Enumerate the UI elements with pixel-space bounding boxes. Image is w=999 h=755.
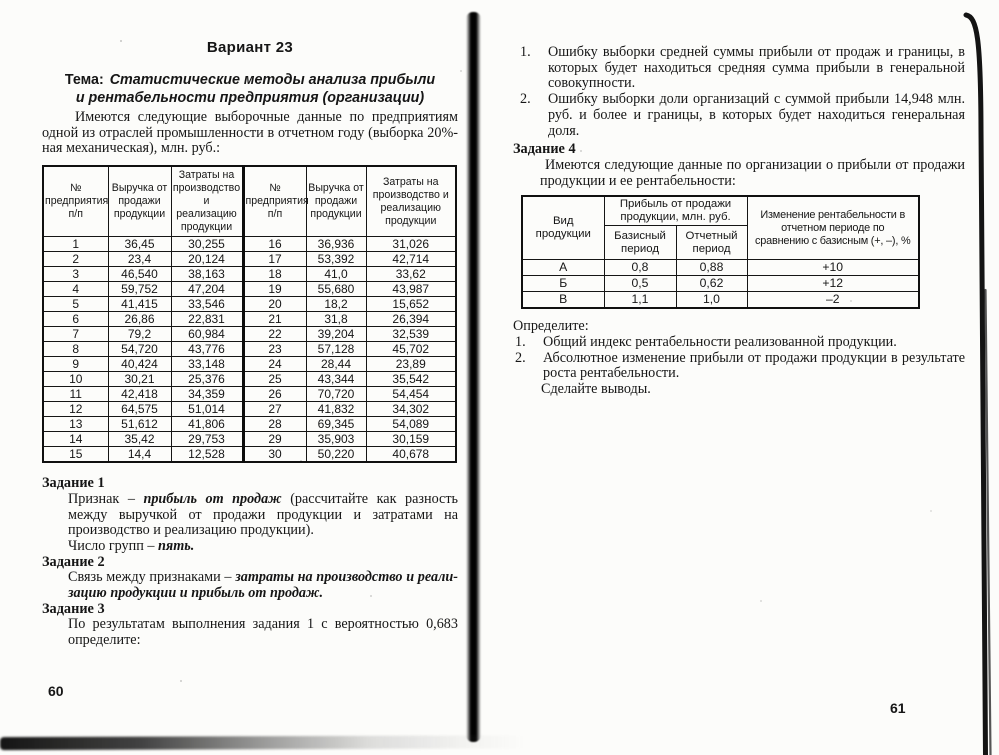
table-cell: 50,220 [306, 447, 366, 463]
table-row [43, 297, 456, 312]
table-cell: 6 [43, 312, 108, 327]
task1-text: Признак – [68, 490, 144, 507]
list-item-1-text: Ошибку выборки средней суммы прибыли от продаж и границы, в которых будет находиться средняя сумма прибыли в генеральной совокупности. [548, 44, 965, 92]
table-cell: 31,026 [366, 237, 456, 252]
table-cell: 22,831 [171, 312, 243, 327]
table-cell: 43,776 [171, 342, 243, 357]
determine-item-2-number: 2. [515, 349, 526, 366]
variant-title: Вариант 23 [206, 39, 294, 56]
table-cell: 54,720 [108, 342, 171, 357]
table-cell: 5 [43, 297, 108, 312]
table-row [43, 357, 456, 372]
table-cell: 34,302 [366, 402, 456, 417]
table-cell: 29 [243, 432, 306, 447]
table-cell: 51,612 [108, 417, 171, 432]
table-cell: 46,540 [108, 267, 171, 282]
task2-text: Связь между признаками – [68, 569, 236, 586]
task3-heading: Задание 3 [42, 600, 105, 617]
task4-intro: Имеются следующие данные по организации о прибыли от продажи продукции и ее рентабельности: [540, 156, 965, 189]
task1-emphasis: прибыль от продаж [143, 490, 282, 507]
table-cell: 35,542 [366, 372, 456, 387]
table-cell: 54,089 [366, 417, 456, 432]
conclusion-line: Сделайте выводы. [541, 381, 651, 398]
table-cell: –2 [747, 292, 919, 309]
table-cell: 19 [243, 282, 306, 297]
table-row [43, 252, 456, 267]
table-cell: Б [522, 276, 604, 292]
table-cell: 20,124 [171, 252, 243, 267]
table-cell: 30,21 [108, 372, 171, 387]
table-cell: 69,345 [306, 417, 366, 432]
table-cell: 11 [43, 387, 108, 402]
table-cell: 32,539 [366, 327, 456, 342]
table-cell: 22 [243, 327, 306, 342]
determine-item-2 [515, 351, 965, 382]
task1-text-2: (рассчитайте как разность между выручкой от продажи продукции и затратами на производство и реализацию продукции). [68, 490, 458, 539]
task3-body: По результатам выполнения задания 1 с вероятностью 0,683 определите: [68, 616, 458, 649]
col-header-number-2: № предприятия п/п [243, 166, 306, 237]
theme-line-1 [42, 71, 458, 89]
table-cell: 29,753 [171, 432, 243, 447]
col-header-revenue-2: Выручка от продажи продукции [306, 166, 366, 237]
table-cell: 14 [43, 432, 108, 447]
table-row [43, 282, 456, 297]
table-cell: 1,1 [604, 292, 676, 309]
table-row [43, 417, 456, 432]
table-cell: 1 [43, 237, 108, 252]
table-row [43, 237, 456, 252]
table-cell: +10 [747, 260, 919, 276]
table-cell: 38,163 [171, 267, 243, 282]
task1-body [68, 492, 458, 539]
table-cell: 23 [243, 342, 306, 357]
table-cell: 34,359 [171, 387, 243, 402]
table-cell: 36,936 [306, 237, 366, 252]
table-cell: 42,418 [108, 387, 171, 402]
table-row [43, 327, 456, 342]
table-row [522, 292, 919, 309]
table-cell: А [522, 260, 604, 276]
table-cell: 3 [43, 267, 108, 282]
col-header-product-type: Вид продукции [522, 196, 604, 260]
table-cell: 15 [43, 447, 108, 463]
determine-heading: Определите: [513, 318, 589, 335]
list-item-1-number: 1. [520, 44, 531, 60]
table-cell: 41,415 [108, 297, 171, 312]
table-row [43, 342, 456, 357]
table-cell: 25 [243, 372, 306, 387]
intro-paragraph: Имеются следующие выборочные данные по предприятиям одной из отраслей промышленности в отчетном году (выборка 20%-ная механическая), млн. руб.: [42, 109, 458, 157]
table-cell: 4 [43, 282, 108, 297]
theme-label: Тема: [64, 72, 104, 88]
table-cell: 15,652 [366, 297, 456, 312]
task2-body [68, 570, 458, 601]
table-row [43, 447, 456, 463]
table-cell: 43,344 [306, 372, 366, 387]
list-item-2-text: Ошибку выборки доли организаций с суммой прибыли 14,948 млн. руб. и более и границы, в которых будет находиться генеральная доля. [548, 91, 965, 139]
table-row [43, 387, 456, 402]
table-cell: 20 [243, 297, 306, 312]
table-cell: 17 [243, 252, 306, 267]
book-gutter-shadow [466, 12, 481, 742]
table-cell: 40,424 [108, 357, 171, 372]
table-cell: 24 [243, 357, 306, 372]
table-row [43, 432, 456, 447]
table-cell: 33,546 [171, 297, 243, 312]
table-cell: 28,44 [306, 357, 366, 372]
table-cell: 64,575 [108, 402, 171, 417]
table-cell: 45,702 [366, 342, 456, 357]
task1-groups-text: Число групп – [68, 537, 159, 554]
col-header-revenue-1: Выручка от продажи продукции [108, 166, 171, 237]
table-cell: 10 [43, 372, 108, 387]
table-cell: 54,454 [366, 387, 456, 402]
table-cell: 27 [243, 402, 306, 417]
table-cell: 25,376 [171, 372, 243, 387]
page-number-right: 61 [890, 700, 906, 716]
table-row [522, 260, 919, 276]
scan-noise-specks [120, 40, 122, 42]
table-cell: 59,752 [108, 282, 171, 297]
col-header-report-period: Отчетный период [676, 226, 747, 260]
table-cell: 2 [43, 252, 108, 267]
table-cell: 55,680 [306, 282, 366, 297]
table-cell: 16 [243, 237, 306, 252]
table-cell: 47,204 [171, 282, 243, 297]
table-cell: 60,984 [171, 327, 243, 342]
table-cell: 0,88 [676, 260, 747, 276]
table-row [43, 312, 456, 327]
scan-smudge-bottom [0, 735, 640, 750]
table-cell: 28 [243, 417, 306, 432]
task1-groups-line [68, 539, 458, 555]
col-header-number-1: № предприятия п/п [43, 166, 108, 237]
table-cell: 51,014 [171, 402, 243, 417]
task2-emphasis: затраты на производство и реализацию продукции и прибыль от продаж. [68, 569, 458, 602]
table-row [522, 276, 919, 292]
table-cell: 43,987 [366, 282, 456, 297]
table-cell: 14,4 [108, 447, 171, 463]
task1-heading: Задание 1 [42, 475, 105, 492]
table-row [43, 372, 456, 387]
left-page [42, 28, 458, 649]
table-cell: 57,128 [306, 342, 366, 357]
table-cell: 35,42 [108, 432, 171, 447]
table-cell: 7 [43, 327, 108, 342]
table-cell: 0,5 [604, 276, 676, 292]
table-cell: 18 [243, 267, 306, 282]
table-cell: 79,2 [108, 327, 171, 342]
determine-item-1-text: Общий индекс рентабельности реализованной продукции. [543, 334, 897, 351]
col-header-base-period: Базисный период [604, 226, 676, 260]
task2-heading: Задание 2 [42, 553, 105, 570]
table-cell: 1,0 [676, 292, 747, 309]
table-cell: В [522, 292, 604, 309]
col-header-costs-1: Затраты на производство и реализацию продукции [171, 166, 243, 237]
table-cell: 30,159 [366, 432, 456, 447]
table-cell: 35,903 [306, 432, 366, 447]
table-cell: 12,528 [171, 447, 243, 463]
col-header-profit: Прибыль от продажи продукции, млн. руб. [604, 196, 747, 226]
table-cell: 33,62 [366, 267, 456, 282]
task1-groups-emphasis: пять. [158, 537, 195, 554]
determine-item-1-number: 1. [515, 334, 526, 351]
table-cell: 18,2 [306, 297, 366, 312]
table-cell: 41,806 [171, 417, 243, 432]
table-row [43, 267, 456, 282]
table-cell: 42,714 [366, 252, 456, 267]
theme-text-2: и рентабельности предприятия (организации) [75, 90, 425, 106]
table-cell: 41,0 [306, 267, 366, 282]
list-item-1 [520, 45, 965, 92]
enterprise-table-body [43, 237, 456, 463]
enterprise-table-header [43, 166, 456, 237]
table-cell: 23,4 [108, 252, 171, 267]
determine-item-1 [515, 335, 965, 351]
col-header-change: Изменение рентабельности в отчетном периоде по сравнению с базисным (+, –), % [747, 196, 919, 260]
page-number-left: 60 [48, 683, 64, 699]
tasks-section [42, 476, 458, 649]
table-cell: 30,255 [171, 237, 243, 252]
profit-table [521, 195, 920, 309]
table-cell: 31,8 [306, 312, 366, 327]
table-cell: 0,8 [604, 260, 676, 276]
profit-table-header [522, 196, 919, 260]
list-item-2 [520, 92, 965, 139]
table-cell: +12 [747, 276, 919, 292]
table-cell: 33,148 [171, 357, 243, 372]
task4-heading: Задание 4 [513, 141, 576, 158]
list-item-2-number: 2. [520, 91, 531, 108]
determine-item-2-text: Абсолютное изменение прибыли от продажи продукции в результате роста рентабельности. [543, 349, 965, 382]
theme-text-1: Статистические методы анализа прибыли [109, 72, 436, 88]
table-cell: 53,392 [306, 252, 366, 267]
table-cell: 8 [43, 342, 108, 357]
table-cell: 36,45 [108, 237, 171, 252]
table-cell: 26,86 [108, 312, 171, 327]
table-cell: 26,394 [366, 312, 456, 327]
table-cell: 26 [243, 387, 306, 402]
table-cell: 40,678 [366, 447, 456, 463]
table-cell: 70,720 [306, 387, 366, 402]
table-cell: 39,204 [306, 327, 366, 342]
col-header-costs-2: Затраты на производство и реализацию продукции [366, 166, 456, 237]
table-cell: 23,89 [366, 357, 456, 372]
table-cell: 21 [243, 312, 306, 327]
table-row [43, 402, 456, 417]
theme-heading [42, 71, 458, 107]
table-cell: 9 [43, 357, 108, 372]
table-cell: 41,832 [306, 402, 366, 417]
profit-table-body [522, 260, 919, 309]
table-cell: 0,62 [676, 276, 747, 292]
table-cell: 30 [243, 447, 306, 463]
right-page [513, 45, 965, 398]
table-cell: 12 [43, 402, 108, 417]
table-cell: 13 [43, 417, 108, 432]
enterprise-data-table [42, 165, 457, 463]
